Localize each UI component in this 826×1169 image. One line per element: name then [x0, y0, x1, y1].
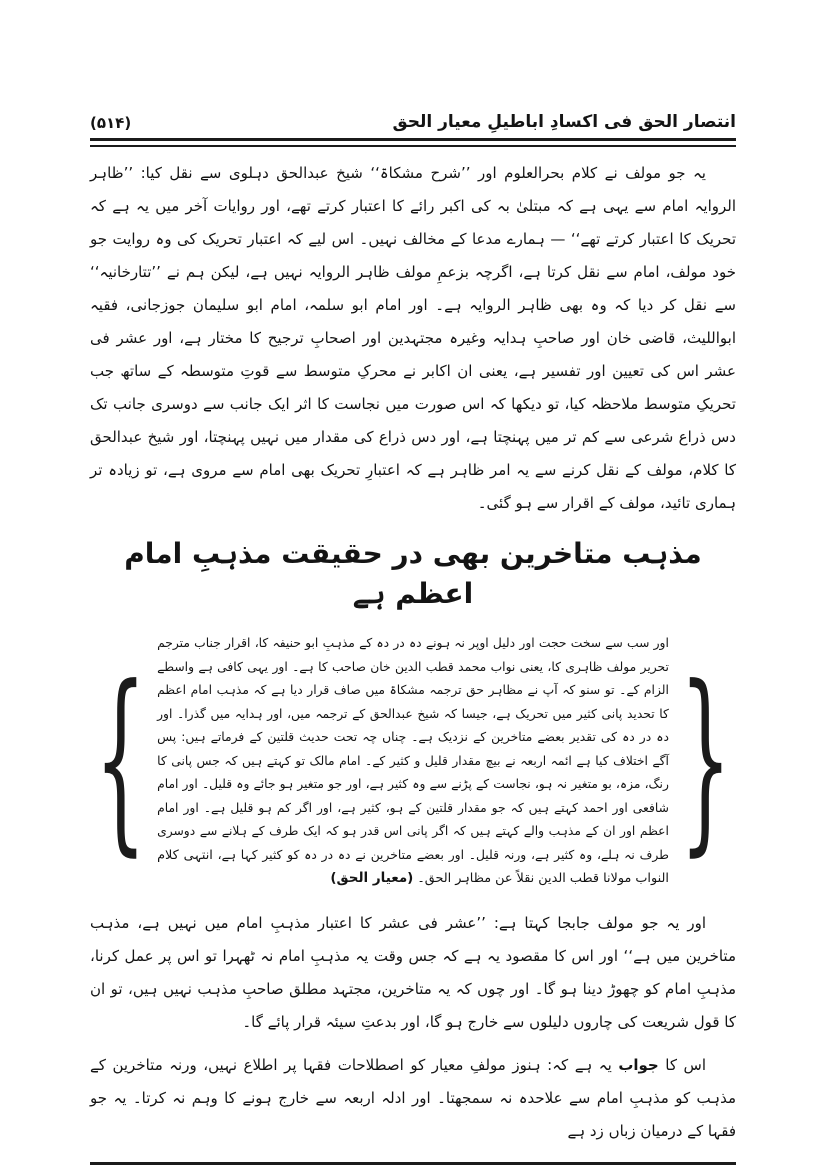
header-rule — [90, 138, 736, 147]
footer-rule — [90, 1162, 736, 1169]
paragraph-3-prefix: اس کا — [658, 1055, 707, 1074]
section-heading: مذہب متاخرین بھی در حقیقت مذہبِ امام اعظم ہے — [124, 537, 702, 610]
braced-quotation-block — [90, 622, 736, 897]
page-header — [90, 112, 736, 132]
paragraph-1: یہ جو مولف نے کلام بحرالعلوم اور ’’شرح مشکاۃ‘‘ شیخ عبدالحق دہلوی سے نقل کیا: ’’ظاہر الروایہ امام سے یہی ہے کہ مبتلیٰ بہ کی اکبر رائے کا اعتبار کرتے تھے، اور روایات آخر میں یہ ہے کہ تحریک کا اعتبار کرتے تھے‘‘ — ہمارے مدعا کے مخالف نہیں۔ اس لیے کہ اعتبار تحریک کی وہ روایت جو خود مولف، امام سے نقل کرتا ہے، اگرچہ بزعمِ مولف ظاہر الروایہ نہیں ہے، لیکن ہم نے ’’تتارخانیہ‘‘ سے نقل کر دیا کہ وہ بھی ظاہر الروایہ ہے۔ اور امام ابو سلمہ، امام ابو سلیمان جوزجانی، فقیہ ابواللیث، قاضی خان اور صاحبِ ہدایہ وغیرہ مجتہدین اور اصحابِ ترجیح کا مختار ہے، اور عشر فی عشر اس کی تعیین اور تفسیر ہے، یعنی ان اکابر نے محرکِ متوسط سے قوتِ متوسطہ کے ساتھ جب تحریکِ متوسط ملاحظہ کیا، تو دیکھا کہ اس صورت میں نجاست کا اثر ایک جانب سے دوسری جانب تک دس ذراع شرعی سے کم تر میں پہنچتا ہے، اور دس ذراع کی مقدار میں نہیں پہنچتا، اور شیخ عبدالحق کا کلام، مولف کے نقل کرنے سے یہ امر ظاہر ہے کہ اعتبارِ تحریک بھی امام سے مروی ہے، تو زیادہ تر ہماری تائید، مولف کے اقرار سے ہو گئی۔ — [90, 164, 736, 512]
paragraph-3-rest: یہ ہے کہ: ہنوز مولفِ معیار کو اصطلاحات فقہا پر اطلاع نہیں، ورنہ متاخرین کے مذہب کو مذہبِ امام سے علاحدہ نہ سمجھتا۔ اور ادلہ اربعہ سے خارج ہونے کا وہم نہ کرتا۔ یہ جو فقہا کے درمیان زباں زد ہے — [90, 1055, 736, 1140]
page-body — [90, 157, 736, 1148]
page-number: (۵۱۴) — [90, 114, 132, 132]
quote-body: اور سب سے سخت حجت اور دلیل اوپر نہ ہونے دہ در دہ کے مذہبِ ابو حنیفہ کا، اقرار جناب مترجم تحریر مولف ظاہری کا، یعنی نواب محمد قطب الدین خان صاحب کا ہے۔ اور یہی کافی ہے واسطے الزام کے۔ تو سنو کہ آپ نے مظاہر حق ترجمہ مشکاۃ میں صاف قرار دیا ہے کہ مذہب امام اعظم کا تحدید پانی کثیر میں تحریک ہے، جیسا کہ شیخ عبدالحق کے ترجمہ میں، اور ہدایہ میں گذرا۔ اور دہ در دہ کی تقدیر بعضے متاخرین کے نزدیک ہے۔ چناں چہ تحت حدیث قلتین کے فرماتے ہیں: پس آگے اختلاف کیا ہے ائمہ اربعہ نے بیچ مقدار قلیل و کثیر کے۔ امام مالک تو کہتے ہیں کہ جس پانی کا رنگ، مزہ، بو متغیر نہ ہو، نجاست کے پڑنے سے وہ کثیر ہے، اور جو متغیر ہو جائے وہ قلیل۔ اور امام شافعی اور احمد کہتے ہیں کہ جو مقدار قلتین کے ہو، کثیر ہے، اور اگر کم ہو قلیل ہے۔ اور امام اعظم اور ان کے مذہب والے کہتے ہیں کہ اگر پانی اس قدر ہو کہ ایک طرف کے ہلانے سے دوسری طرف نہ ہلے، وہ کثیر ہے، ورنہ قلیل۔ اور بعضے متاخرین نے دہ در دہ کو کثیر کہا ہے، — [157, 636, 669, 862]
running-title: انتصار الحق فی اکسادِ اباطیلِ معیار الحق — [392, 112, 736, 132]
right-brace-glyph: } — [679, 644, 732, 875]
paragraph-3-bold-word: جواب — [618, 1055, 659, 1074]
braced-quotation-text — [151, 622, 675, 897]
quote-citation: انتہی کلام النواب مولانا قطب الدین نقلاً عن مظاہر الحق۔ — [157, 847, 669, 886]
paragraph-3 — [90, 1049, 736, 1148]
left-brace-glyph: { — [94, 644, 147, 875]
paragraph-2: اور یہ جو مولف جابجا کہتا ہے: ’’عشر فی عشر کا اعتبار مذہبِ امام میں نہیں ہے، مذہب متاخرین میں ہے‘‘ اور اس کا مقصود یہ ہے کہ جس وقت یہ مذہبِ امام نہ ٹھہرا تو اس پر عمل کرنا، مذہبِ امام کو چھوڑ دینا ہو گا۔ اور چوں کہ یہ متاخرین، مجتہد مطلق صاحبِ مذہب نہیں ہیں، تو ان کا قول شریعت کی چاروں دلیلوں سے خارج ہو گا، اور بدعتِ سیئہ قرار پائے گا۔ — [90, 913, 736, 1031]
quote-source: (معیار الحق) — [330, 870, 414, 886]
